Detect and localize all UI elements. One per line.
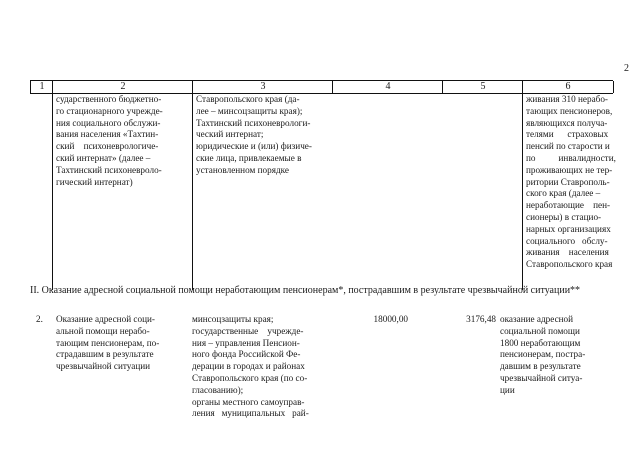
section-title: II. Оказание адресной социальной помощи неработающим пенсионерам*, пострадавшим в результате чрезвычайной ситуации** [30, 285, 581, 296]
column-divider [522, 92, 523, 290]
column-divider [52, 92, 53, 290]
row-2-col-5: 3176,48 [466, 314, 496, 324]
continued-cell-col-2: сударственного бюджетно- го стационарного учрежде- ния социального обслужи- вания населения «Тахтин- ский психоневрологиче- ский интернат» (далее – Тахтинский психоневроло- гический интернат) [56, 94, 163, 187]
row-2-col-6: оказание адресной социальной помощи 1800 неработающим пенсионерам, постра- давшим в результате чрезвычайной ситуа- ции [500, 314, 586, 395]
row-2-col-4: 18000,00 [373, 314, 408, 324]
header-col-5: 5 [442, 81, 523, 93]
row-2-col-2: Оказание адресной соци- альной помощи нерабо- тающим пенсионерам, по- страдавшим в результате чрезвычайной ситуации [56, 314, 160, 372]
continued-cell-col-3: Ставропольского края (да- лее – минсоцзащиты края); Тахтинский психоневрологи- ческий интернат; юридические и (или) физиче- ские лица, привлекаемые в установленном порядке [196, 94, 312, 175]
column-divider [192, 92, 193, 290]
page-number: 2 [624, 63, 629, 74]
continued-cell-col-6: живания 310 нерабо- тающих пенсионеров, являющихся получа- телями страховых пенсий по старости и по инвалидности, проживающих не тер- ритории Ставрополь- ского края (далее – неработающие пен- сионеры) в стацио- нарных организациях социального обслу- живания населения Ставропольского края [526, 94, 616, 270]
row-number: 2. [36, 314, 43, 324]
header-col-1: 1 [30, 81, 53, 93]
header-col-2: 2 [52, 81, 193, 93]
header-col-4: 4 [332, 81, 443, 93]
header-col-6: 6 [522, 81, 614, 93]
row-2-col-3: минсоцзащиты края; государственные учрежде- ния – управления Пенсион- ного фонда Российской Фе- дерации в городах и районах Ставропольского края (по со- гласованию); органы местного самоуправ- ления муниципальных рай- [192, 314, 309, 419]
header-col-3: 3 [192, 81, 333, 93]
table-header-row [30, 80, 613, 94]
